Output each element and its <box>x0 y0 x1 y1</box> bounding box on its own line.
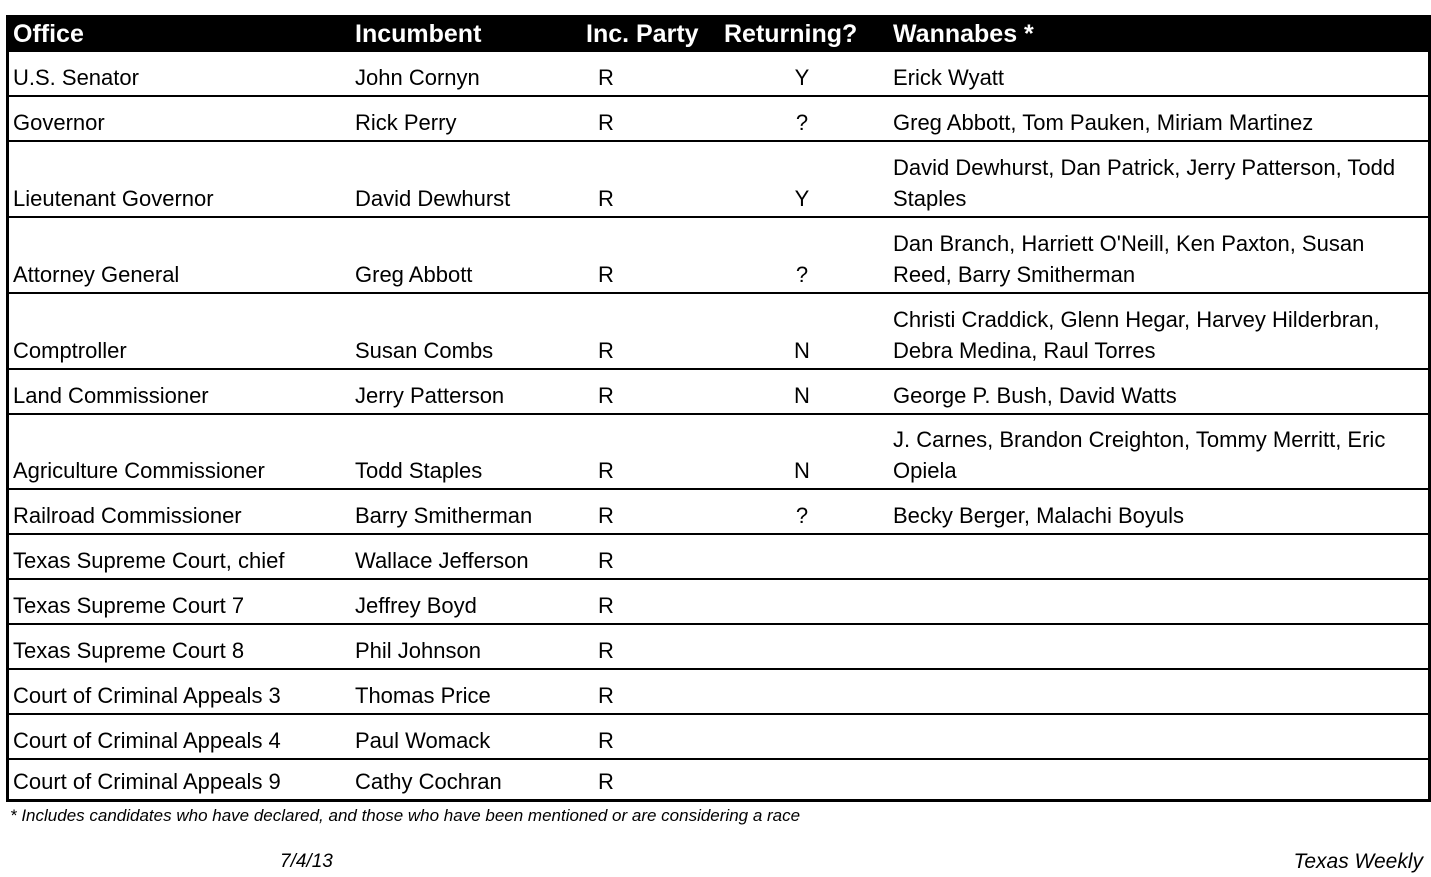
cell-office: U.S. Senator <box>13 64 139 90</box>
races-table <box>6 15 1431 802</box>
cell-incumbent: Jeffrey Boyd <box>355 592 477 618</box>
cell-office: Court of Criminal Appeals 9 <box>13 768 281 794</box>
table-row <box>9 368 1428 413</box>
cell-returning: Y <box>794 185 810 211</box>
cell-office: Railroad Commissioner <box>13 502 242 528</box>
cell-office: Texas Supreme Court 8 <box>13 637 245 663</box>
cell-party: R <box>598 382 614 408</box>
table-header <box>9 15 1428 50</box>
cell-wannabes: Erick Wyatt <box>893 64 1005 90</box>
cell-incumbent: Susan Combs <box>355 337 494 363</box>
cell-incumbent: Rick Perry <box>355 109 457 135</box>
cell-wannabes: Christi Craddick, Glenn Hegar, Harvey Hilderbran, Debra Medina, Raul Torres <box>893 307 1380 363</box>
cell-incumbent: Jerry Patterson <box>355 382 505 408</box>
cell-returning: ? <box>795 261 809 287</box>
cell-party: R <box>598 768 614 794</box>
cell-party: R <box>598 727 614 753</box>
header-incumbent: Incumbent <box>355 20 482 48</box>
header-wannabes: Wannabes * <box>893 20 1034 48</box>
cell-incumbent: John Cornyn <box>355 64 480 90</box>
cell-office: Comptroller <box>13 337 127 363</box>
cell-party: R <box>598 185 614 211</box>
cell-wannabes: David Dewhurst, Dan Patrick, Jerry Patterson, Todd Staples <box>893 155 1396 211</box>
cell-incumbent: Todd Staples <box>355 457 483 483</box>
cell-wannabes: Greg Abbott, Tom Pauken, Miriam Martinez <box>893 109 1314 135</box>
header-party: Inc. Party <box>586 20 699 48</box>
cell-wannabes: Becky Berger, Malachi Boyuls <box>893 502 1185 528</box>
cell-returning: ? <box>795 109 809 135</box>
table-row <box>9 758 1428 799</box>
table-row <box>9 140 1428 216</box>
date-label: 7/4/13 <box>280 851 333 872</box>
table-row <box>9 413 1428 488</box>
cell-incumbent: Wallace Jefferson <box>355 547 529 573</box>
cell-party: R <box>598 109 614 135</box>
table-row <box>9 292 1428 368</box>
cell-returning: N <box>794 382 810 408</box>
cell-office: Governor <box>13 109 105 135</box>
cell-office: Texas Supreme Court, chief <box>13 547 285 573</box>
cell-office: Texas Supreme Court 7 <box>13 592 245 618</box>
table-row <box>9 668 1428 713</box>
cell-returning: N <box>794 337 810 363</box>
source-label: Texas Weekly <box>1293 850 1423 873</box>
cell-party: R <box>598 64 614 90</box>
cell-returning: ? <box>795 502 809 528</box>
cell-party: R <box>598 682 614 708</box>
cell-office: Land Commissioner <box>13 382 209 408</box>
table-row <box>9 623 1428 668</box>
cell-wannabes: Dan Branch, Harriett O'Neill, Ken Paxton, Susan Reed, Barry Smitherman <box>893 231 1365 287</box>
cell-returning: Y <box>794 64 810 90</box>
cell-office: Court of Criminal Appeals 4 <box>13 727 281 753</box>
cell-incumbent: Thomas Price <box>355 682 491 708</box>
table-row <box>9 578 1428 623</box>
table-row <box>9 216 1428 292</box>
cell-incumbent: Barry Smitherman <box>355 502 533 528</box>
cell-party: R <box>598 457 614 483</box>
cell-office: Court of Criminal Appeals 3 <box>13 682 281 708</box>
cell-wannabes: George P. Bush, David Watts <box>893 382 1177 408</box>
cell-incumbent: Paul Womack <box>355 727 491 753</box>
cell-office: Lieutenant Governor <box>13 185 214 211</box>
table-row <box>9 713 1428 758</box>
cell-party: R <box>598 592 614 618</box>
cell-incumbent: David Dewhurst <box>355 185 511 211</box>
table-row <box>9 533 1428 578</box>
cell-party: R <box>598 261 614 287</box>
footnote: * Includes candidates who have declared, and those who have been mentioned or are considering a race <box>10 806 801 825</box>
cell-office: Agriculture Commissioner <box>13 457 265 483</box>
cell-incumbent: Greg Abbott <box>355 261 473 287</box>
cell-party: R <box>598 637 614 663</box>
table-row <box>9 50 1428 95</box>
cell-office: Attorney General <box>13 261 180 287</box>
cell-party: R <box>598 502 614 528</box>
cell-wannabes: J. Carnes, Brandon Creighton, Tommy Merritt, Eric Opiela <box>893 427 1386 483</box>
cell-incumbent: Phil Johnson <box>355 637 481 663</box>
header-office: Office <box>13 20 84 48</box>
cell-returning: N <box>794 457 810 483</box>
table-row <box>9 95 1428 140</box>
cell-party: R <box>598 547 614 573</box>
cell-party: R <box>598 337 614 363</box>
header-returning: Returning? <box>724 20 858 48</box>
cell-incumbent: Cathy Cochran <box>355 768 502 794</box>
table-row <box>9 488 1428 533</box>
